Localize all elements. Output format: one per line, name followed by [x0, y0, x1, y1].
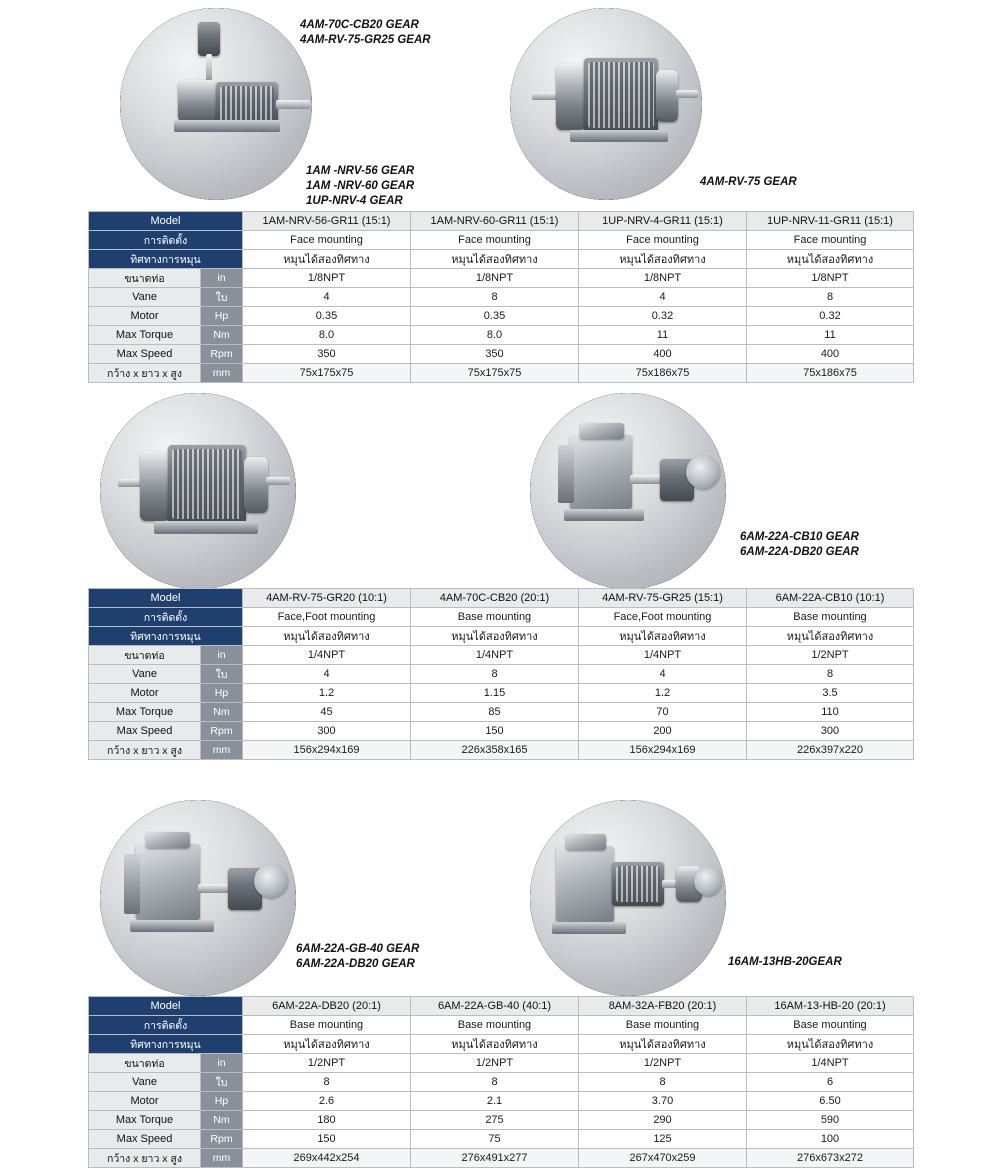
figure-caption-4	[740, 530, 859, 560]
row-label: กว้าง x ยาว x สูง	[89, 741, 201, 760]
cell-value: Face,Foot mounting	[579, 608, 747, 627]
row-label: ทิศทางการหมุน	[89, 627, 243, 646]
caption-line: 1UP-NRV-4 GEAR	[306, 195, 403, 207]
cell-value: 8	[579, 1073, 747, 1092]
caption-line: 6AM-22A-DB20 GEAR	[296, 958, 415, 970]
cell-value: หมุนได้สองทิศทาง	[579, 250, 747, 269]
gear-pump-illustration	[530, 393, 726, 589]
cell-value: 8	[243, 1073, 411, 1092]
table-row	[89, 1111, 914, 1130]
caption-line: 6AM-22A-GB-40 GEAR	[296, 943, 420, 955]
product-photo-5	[100, 800, 296, 996]
cell-value: หมุนได้สองทิศทาง	[243, 627, 411, 646]
cell-value: 11	[579, 326, 747, 345]
caption-line: 6AM-22A-CB10 GEAR	[740, 531, 859, 543]
table-row-header	[89, 589, 914, 608]
cell-value: 276x673x272	[747, 1149, 914, 1168]
model-header: 1UP-NRV-4-GR11 (15:1)	[579, 212, 747, 231]
row-label: Max Torque	[89, 1111, 201, 1130]
cell-value: 276x491x277	[411, 1149, 579, 1168]
table-row	[89, 703, 914, 722]
table-row	[89, 646, 914, 665]
cell-value: Base mounting	[747, 608, 914, 627]
row-label: ขนาดท่อ	[89, 1054, 201, 1073]
cell-value: 1/2NPT	[411, 1054, 579, 1073]
row-unit: ใบ	[201, 665, 243, 684]
row-label: การติดตั้ง	[89, 1016, 243, 1035]
cell-value: 1.2	[243, 684, 411, 703]
cell-value: Base mounting	[411, 1016, 579, 1035]
row-label: Max Torque	[89, 703, 201, 722]
cell-value: Face mounting	[579, 231, 747, 250]
table-row	[89, 307, 914, 326]
row-label: Max Speed	[89, 345, 201, 364]
row-unit: mm	[201, 741, 243, 760]
cell-value: 200	[579, 722, 747, 741]
cell-value: Base mounting	[579, 1016, 747, 1035]
cell-value: หมุนได้สองทิศทาง	[747, 250, 914, 269]
gear-pump-illustration	[100, 800, 296, 996]
cell-value: 269x442x254	[243, 1149, 411, 1168]
cell-value: 110	[747, 703, 914, 722]
caption-line: 4AM-RV-75 GEAR	[700, 176, 797, 188]
cell-value: 1/8NPT	[747, 269, 914, 288]
model-header-label: Model	[89, 589, 243, 608]
table-row	[89, 345, 914, 364]
cell-value: 70	[579, 703, 747, 722]
cell-value: 75	[411, 1130, 579, 1149]
model-header: 6AM-22A-CB10 (10:1)	[747, 589, 914, 608]
row-unit: Hp	[201, 1092, 243, 1111]
row-label: ขนาดท่อ	[89, 646, 201, 665]
section-3	[0, 790, 1000, 1163]
cell-value: 350	[243, 345, 411, 364]
caption-line: 1AM -NRV-60 GEAR	[306, 180, 415, 192]
cell-value: 8	[411, 665, 579, 684]
row-label: Max Torque	[89, 326, 201, 345]
model-header: 1AM-NRV-60-GR11 (15:1)	[411, 212, 579, 231]
table-row	[89, 326, 914, 345]
table-row	[89, 1130, 914, 1149]
pump-illustration	[510, 8, 702, 200]
row-label: Motor	[89, 307, 201, 326]
cell-value: 75x186x75	[747, 364, 914, 383]
gear-pump-illustration	[530, 800, 726, 996]
row-label: Max Speed	[89, 1130, 201, 1149]
caption-line: 6AM-22A-DB20 GEAR	[740, 546, 859, 558]
cell-value: หมุนได้สองทิศทาง	[411, 627, 579, 646]
cell-value: 2.1	[411, 1092, 579, 1111]
cell-value: 100	[747, 1130, 914, 1149]
cell-value: Face,Foot mounting	[243, 608, 411, 627]
model-header-label: Model	[89, 997, 243, 1016]
cell-value: หมุนได้สองทิศทาง	[747, 627, 914, 646]
row-label: ทิศทางการหมุน	[89, 1035, 243, 1054]
table-row	[89, 250, 914, 269]
cell-value: 290	[579, 1111, 747, 1130]
cell-value: 1/4NPT	[747, 1054, 914, 1073]
cell-value: 85	[411, 703, 579, 722]
cell-value: 75x175x75	[243, 364, 411, 383]
cell-value: 8	[411, 1073, 579, 1092]
table-row-header	[89, 212, 914, 231]
row-unit: Nm	[201, 1111, 243, 1130]
row-unit: mm	[201, 364, 243, 383]
table-row	[89, 722, 914, 741]
cell-value: หมุนได้สองทิศทาง	[579, 1035, 747, 1054]
table-row	[89, 741, 914, 760]
cell-value: 267x470x259	[579, 1149, 747, 1168]
caption-line: 16AM-13HB-20GEAR	[728, 956, 842, 968]
cell-value: 0.35	[243, 307, 411, 326]
model-header: 8AM-32A-FB20 (20:1)	[579, 997, 747, 1016]
table-row	[89, 231, 914, 250]
cell-value: หมุนได้สองทิศทาง	[243, 1035, 411, 1054]
product-photo-6	[530, 800, 726, 996]
table-row-header	[89, 997, 914, 1016]
figure-caption-2	[700, 175, 797, 190]
cell-value: 350	[411, 345, 579, 364]
table-row	[89, 269, 914, 288]
row-label: กว้าง x ยาว x สูง	[89, 1149, 201, 1168]
cell-value: หมุนได้สองทิศทาง	[579, 627, 747, 646]
row-label: Vane	[89, 1073, 201, 1092]
row-unit: Rpm	[201, 345, 243, 364]
spec-table-2	[88, 588, 914, 760]
cell-value: 45	[243, 703, 411, 722]
table-row	[89, 684, 914, 703]
row-unit: Rpm	[201, 1130, 243, 1149]
cell-value: 11	[747, 326, 914, 345]
cell-value: Base mounting	[411, 608, 579, 627]
cell-value: 6.50	[747, 1092, 914, 1111]
cell-value: 1/4NPT	[579, 646, 747, 665]
row-label: ทิศทางการหมุน	[89, 250, 243, 269]
cell-value: 1.15	[411, 684, 579, 703]
table-row	[89, 364, 914, 383]
cell-value: 1/2NPT	[243, 1054, 411, 1073]
row-unit: mm	[201, 1149, 243, 1168]
row-label: กว้าง x ยาว x สูง	[89, 364, 201, 383]
row-label: การติดตั้ง	[89, 231, 243, 250]
section-1	[0, 0, 1000, 380]
cell-value: Face mounting	[411, 231, 579, 250]
figure-caption-1	[306, 164, 414, 209]
row-label: Max Speed	[89, 722, 201, 741]
cell-value: 150	[243, 1130, 411, 1149]
cell-value: หมุนได้สองทิศทาง	[411, 250, 579, 269]
spec-table-3	[88, 996, 914, 1168]
cell-value: 75x175x75	[411, 364, 579, 383]
row-unit: in	[201, 1054, 243, 1073]
cell-value: 400	[579, 345, 747, 364]
cell-value: 4	[579, 288, 747, 307]
row-unit: in	[201, 269, 243, 288]
cell-value: 1/8NPT	[411, 269, 579, 288]
cell-value: 1/8NPT	[243, 269, 411, 288]
row-unit: ใบ	[201, 1073, 243, 1092]
table-row	[89, 1073, 914, 1092]
cell-value: 75x186x75	[579, 364, 747, 383]
cell-value: Face mounting	[747, 231, 914, 250]
table-row	[89, 1149, 914, 1168]
cell-value: 3.70	[579, 1092, 747, 1111]
caption-line: 1AM -NRV-56 GEAR	[306, 165, 415, 177]
cell-value: 2.6	[243, 1092, 411, 1111]
cell-value: 6	[747, 1073, 914, 1092]
cell-value: 8.0	[411, 326, 579, 345]
cell-value: หมุนได้สองทิศทาง	[411, 1035, 579, 1054]
row-unit: Nm	[201, 326, 243, 345]
cell-value: 0.32	[747, 307, 914, 326]
row-unit: Hp	[201, 307, 243, 326]
cell-value: หมุนได้สองทิศทาง	[243, 250, 411, 269]
cell-value: 1/4NPT	[243, 646, 411, 665]
cell-value: 226x358x165	[411, 741, 579, 760]
table-row	[89, 1016, 914, 1035]
row-label: Motor	[89, 1092, 201, 1111]
table-row	[89, 288, 914, 307]
table-row	[89, 608, 914, 627]
row-label: Motor	[89, 684, 201, 703]
row-unit: in	[201, 646, 243, 665]
row-label: Vane	[89, 665, 201, 684]
cell-value: 8	[747, 288, 914, 307]
figure-caption-5	[296, 942, 419, 972]
caption-line: 4AM-70C-CB20 GEAR	[300, 19, 419, 31]
pump-illustration	[120, 8, 312, 200]
pump-illustration	[100, 393, 296, 589]
cell-value: 8	[411, 288, 579, 307]
cell-value: Base mounting	[243, 1016, 411, 1035]
cell-value: 4	[243, 288, 411, 307]
row-label: การติดตั้ง	[89, 608, 243, 627]
cell-value: Base mounting	[747, 1016, 914, 1035]
cell-value: 156x294x169	[579, 741, 747, 760]
cell-value: 3.5	[747, 684, 914, 703]
cell-value: 4	[243, 665, 411, 684]
product-photo-3	[100, 393, 296, 589]
cell-value: หมุนได้สองทิศทาง	[747, 1035, 914, 1054]
table-row	[89, 1092, 914, 1111]
cell-value: Face mounting	[243, 231, 411, 250]
row-unit: Nm	[201, 703, 243, 722]
row-label: ขนาดท่อ	[89, 269, 201, 288]
cell-value: 1/2NPT	[579, 1054, 747, 1073]
product-photo-4	[530, 393, 726, 589]
cell-value: 1/8NPT	[579, 269, 747, 288]
table-row	[89, 665, 914, 684]
cell-value: 1/2NPT	[747, 646, 914, 665]
table-row	[89, 1054, 914, 1073]
cell-value: 275	[411, 1111, 579, 1130]
figure-caption-6	[728, 955, 842, 970]
cell-value: 400	[747, 345, 914, 364]
cell-value: 125	[579, 1130, 747, 1149]
row-label: Vane	[89, 288, 201, 307]
caption-line: 4AM-RV-75-GR25 GEAR	[300, 34, 431, 46]
cell-value: 8	[747, 665, 914, 684]
cell-value: 590	[747, 1111, 914, 1130]
row-unit: Hp	[201, 684, 243, 703]
model-header: 1UP-NRV-11-GR11 (15:1)	[747, 212, 914, 231]
cell-value: 180	[243, 1111, 411, 1130]
cell-value: 300	[243, 722, 411, 741]
cell-value: 0.32	[579, 307, 747, 326]
cell-value: 1.2	[579, 684, 747, 703]
model-header: 4AM-70C-CB20 (20:1)	[411, 589, 579, 608]
model-header: 6AM-22A-DB20 (20:1)	[243, 997, 411, 1016]
cell-value: 1/4NPT	[411, 646, 579, 665]
product-photo-1	[120, 8, 312, 200]
cell-value: 0.35	[411, 307, 579, 326]
model-header: 1AM-NRV-56-GR11 (15:1)	[243, 212, 411, 231]
cell-value: 156x294x169	[243, 741, 411, 760]
cell-value: 226x397x220	[747, 741, 914, 760]
figure-caption-3	[300, 18, 431, 48]
row-unit: ใบ	[201, 288, 243, 307]
product-photo-2	[510, 8, 702, 200]
cell-value: 300	[747, 722, 914, 741]
table-row	[89, 1035, 914, 1054]
model-header-label: Model	[89, 212, 243, 231]
cell-value: 4	[579, 665, 747, 684]
row-unit: Rpm	[201, 722, 243, 741]
spec-table-1	[88, 211, 914, 383]
cell-value: 8.0	[243, 326, 411, 345]
cell-value: 150	[411, 722, 579, 741]
table-row	[89, 627, 914, 646]
model-header: 4AM-RV-75-GR25 (15:1)	[579, 589, 747, 608]
model-header: 6AM-22A-GB-40 (40:1)	[411, 997, 579, 1016]
model-header: 4AM-RV-75-GR20 (10:1)	[243, 589, 411, 608]
model-header: 16AM-13-HB-20 (20:1)	[747, 997, 914, 1016]
